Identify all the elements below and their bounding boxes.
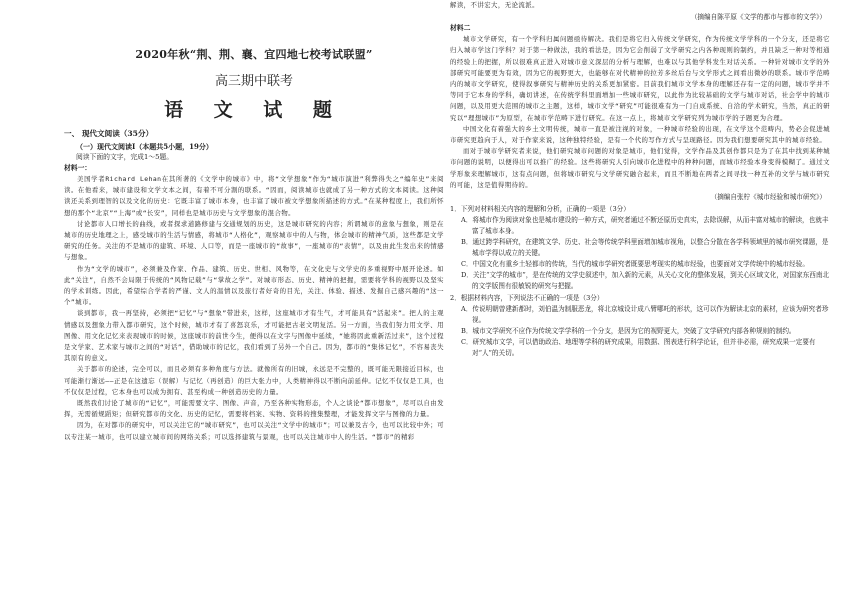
section-heading: 一、 现代文阅读（35分） <box>64 129 154 138</box>
material1-paragraph: 关于都市的论述，完全可以，而且必须有多种角度与方法。就像所有的旧城，永远是不完整的，既可能无限接近目标，也可能渐行渐远——正是在这遗忘（误解）与记忆（再创造）的巨大张力中，人类精神得以不断向前延伸。记忆不仅仅是工具，也不仅仅是过程，它本身也可以成为拥有、甚至构成一种创造历史的力量。 <box>64 365 444 396</box>
material1-paragraph: 谈到都市，我一再坚持，必须把“记忆”与“想象”带进来，这样，这座城市才有生气，才可能具有“活起来”。把人的主观情感以及想象力带入都市研究，这个时候，城市才有了喜怒哀乐，才可能把古老文明复活。另一方面，当我们努力用文学、用图像、用文化记忆来表现城市的时候，这座城市的前世今生，便得以在文字与图像中延续，“她将因此重新活过来”，这个过程是文学家、艺术家与城市之间的“对话”，借助城市的记忆，我们看到了另外一个自己。因为，都市的“集体记忆”，不容易丧失其原有的意义。 <box>64 309 444 363</box>
material2-paragraph: 而对于城市学研究者来说，他们研究城市问题的对象是城市，他们觉得，文学作品及其创作都只是为了在其中找到某种城市问题的说明，以便得出可以推广的经验。这些将研究人引向城市化进程中的种种问题，而城市经验本身变得模糊了。通过文学形象来理解城市，这有点问题，但将城市研究与文学研究融合起来，而且不断地在两者之间寻找一种互补的文学与城市研究的可能，这是值得期待的。 <box>450 147 830 189</box>
question-2-stem: 2．根据材料内容，下列说法不正确的一项是（3分） <box>450 294 604 303</box>
question-2-option-a: A．传说明朝曾建新都时，刘伯温为制服恶龙，将北京城设计成八臂哪吒的形状，这可以作为解读北京的素材，应该为研究者珍视。 <box>461 305 829 325</box>
left-column <box>64 0 444 595</box>
material1-paragraph: 美国学者Richard Lehan在其所著的《文学中的城市》中，将“文学想象”作为“城市演进”利弊得失之“编年史”来阅读。在他看来，城市建设和文学文本之间，有着不可分割的联系。“因而，阅读城市也就成了另一种方式的文本阅读。这种阅读还关系到理智的以及文化的历史：它既丰富了城市本身，也丰富了城市被文学想象所描述的方式。”在某种程度上，我们所怀想的那个“北京”“上海”或“长安”，同样也是城市历史与文学想象的混合物。 <box>64 175 444 217</box>
right-column <box>450 0 830 595</box>
material2-paragraph: 城市文学研究，有一个学科归属问题亟待解决。我们是将它归入传统文学研究，作为传统文学学科的一个分支，还是将它归入城市学这门学科？对于第一种做法，我的看法是，因为它会削弱了文学研究之内各种现则的制约，并且缺乏一种对等相通的经验上的把握，所以很难真正进入对城市意义深层的分析与理解，也难以与其他学科发生对话关系。一种针对城市文学的外部研究可能要更为有效，因为它的视野更大，也能够在对代精神的拉芳多丝后台与文学形式之间看出微妙的联系。城市学范畴内的城市文学研究，使得叙事研究与精神历史的关系更加紧密。目前我们城市文学本身的理解还存有一定的问题，城市学并不等同于它本身的学科，确切讲述，在传统学科里面增加一些城市研究，以此作为比较基础的文学与城市对话，社会学中的城市问题，以及用更大范围的城市之主题，这样，城市文学“研究”可能很难有为一门自成系统、自洽的学术研究，当然，真正的研究以“理想城市”为原型，在城市学范畴下进行研究。在这一点上，将城市文学研究列为城市学的子题更为合理。 <box>450 35 830 122</box>
question-2-option-b: B．城市文学研究不应作为传统文学学科的一个分支，是因为它的视野更大，突破了文学研究内部各种规则的制约。 <box>461 327 796 336</box>
material1-paragraph: 因为，在对都市的研究中，可以关注它的“城市研究”，也可以关注“文学中的城市”；可以兼及古今，也可以比较中外；可以专注某一城市，也可以建立城市间的网络关系；可以选择建筑与景观，也可以关注城市中人的生活。“都市”的精彩 <box>64 421 444 441</box>
question-1-option-c: C．中国文化有重乡土轻都市的传统，当代的城市学研究者既要思考现实的城市经验，也要面对文学传统中的城市经验。 <box>461 260 809 269</box>
material2-label: 材料二 <box>450 24 471 33</box>
material1-paragraph: 既然我们讨论了城市的“记忆”，可能需要文字、图像、声音，乃至各种实物形态，个人之谈论“都市想象”，尽可以自由发挥，无需循规蹈矩；但研究都市的文化、历史的记忆，需要将档案、实物、资料的搜集整理，才能发挥文字与图像的力量。 <box>64 399 444 419</box>
question-1-option-b: B．通过跨学科研究，在建筑文学、历史、社会等传统学科里面增加城市视角，以整合分散在各学科领域里的城市研究课题，是城市学得以成立的关键。 <box>461 238 829 258</box>
subsection-heading: （一）现代文阅读Ⅰ（本题共5小题，19分） <box>76 142 213 151</box>
question-1-stem: 1．下列对材料相关内容的理解和分析，正确的一项是（3分） <box>450 205 630 214</box>
reading-instruction: 阅读下面的文字，完成1～5题。 <box>76 153 174 161</box>
question-2-option-c: C．研究城市文学，可以借助政治、地理等学科的研究成果，用数据、图表进行科学论证，但并非必需，研究成果一定要有对“人”的关切。 <box>461 338 816 358</box>
material1-paragraph: 讨论都市人口增长的曲线，或者探求道路修建与交通规划的历史，这是城市研究的内容；所谓城市的意象与想象，则是在城市的历史地理之上，感受城市的生活与情感，将城市“人格化”，观察城市中的人与物，体会城市的精神气质，这些都是文学研究的任务。关注的不是城市的建筑、环境、人口等，而是一座城市的“故事”，一座城市的“表情”，以及由此生发出来的情感与想象。 <box>64 219 444 262</box>
material1-continuation: 解读，不讲宏大，无论流派。 <box>450 1 539 9</box>
material1-paragraph: 作为“文学的城市”，必须兼及作家、作品、建筑、历史、世相、风物等，在文化史与文学史的多重视野中展开论述。如此“关注”，自然不会局限于传统的“风物记载”与“掌故之学”。对城市形态、历史、精神的把握，需要将学科的视野以及坚实的学术训练。因此，希望综合学者的严谨、文人的温情以及旅行者好奇的目光，关注、体验、描述、发掘自己感兴趣的“这一个”城市。 <box>64 264 444 307</box>
exam-subtitle: 高三期中联考 <box>214 74 293 89</box>
exam-subject-title: 语 文 试 题 <box>164 99 344 121</box>
material1-label: 材料一： <box>64 164 92 172</box>
material2-paragraph: 中国文化有着强大的乡土文明传统，城市一直是被注视的对象，一种城市经验的出现，在文学这个范畴内，势必会促进城市研究更趋向于人，对于作家来说，这种独特经验，是有一个代的写作方式与呈现路径。因为我们想要研究其中的城市经验。 <box>450 124 830 145</box>
material1-source: （摘编自陈平原《文学的都市与都市的文学》） <box>690 13 826 22</box>
question-1-option-a: A．将城市作为阅读对象也是城市建设的一种方式，研究者通过不断还原历史真实，去除误解，从而丰富对城市的解读，也就丰富了城市本身。 <box>461 216 829 236</box>
question-1-option-d: D．关注“文学的城市”，是在传统的文学史叙述中，加入新的元素，从关心文化的整体发展，到关心区域文化，对国家东西南北的文学版图有很敏锐的研究与把握。 <box>461 271 830 291</box>
material2-source: （摘编自张柠《城市经验和城市研究》） <box>710 193 826 202</box>
exam-alliance-title: 2020年秋“荆、荆、襄、宜四地七校考试联盟” <box>135 48 373 61</box>
